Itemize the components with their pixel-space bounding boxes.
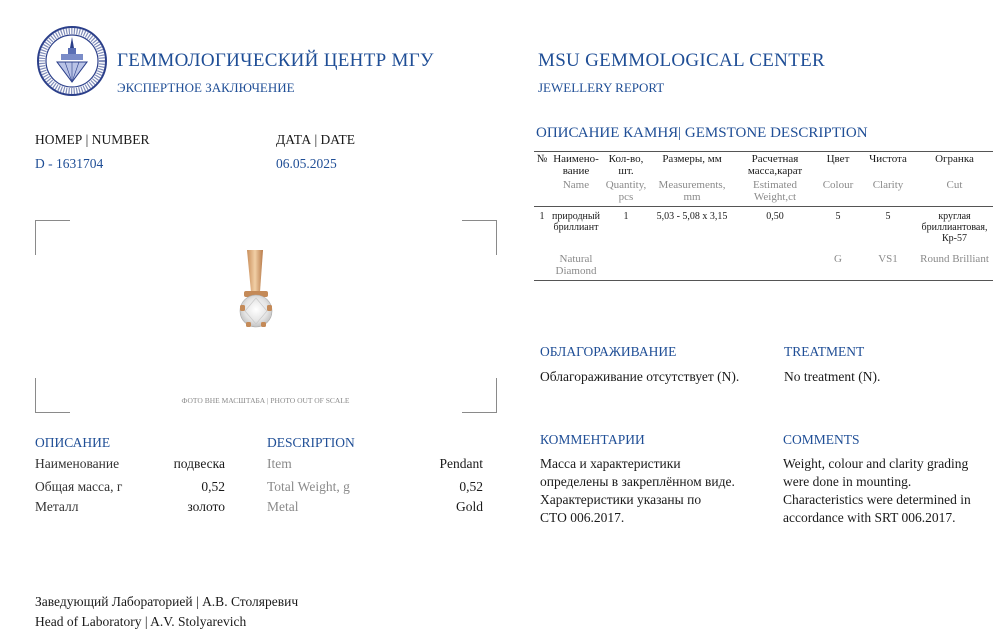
- desc-weight-en-value: 0,52: [459, 479, 483, 494]
- desc-item-ru-label: Наименование: [35, 456, 120, 471]
- comments-ru-title: КОММЕНТАРИИ: [540, 432, 645, 447]
- cell-cut-ru: круглая бриллиантовая, Кр-57: [916, 207, 993, 246]
- date-value: 06.05.2025: [276, 156, 337, 171]
- frame-corner-tl: [35, 220, 70, 255]
- desc-weight-en-label: Total Weight, g: [267, 479, 350, 494]
- th-measure-en: Measurements, mm: [658, 179, 726, 203]
- desc-row-weight: [35, 479, 225, 495]
- comments-ru-line: Характеристики указаны по: [540, 492, 702, 507]
- desc-metal-en-label: Metal: [267, 499, 299, 514]
- seal-icon: [37, 26, 107, 96]
- th-weight-en: Estimated Weight,ct: [753, 179, 797, 203]
- comments-en-line: accordance with SRT 006.2017.: [783, 510, 956, 525]
- treatment-en-title: TREATMENT: [784, 344, 865, 359]
- cell-measure: 5,03 - 5,08 x 3,15: [650, 207, 734, 246]
- th-clarity-en: Clarity: [872, 179, 904, 191]
- cell-no-en: [534, 245, 550, 281]
- cell-weight-en: [734, 245, 816, 281]
- comments-en-line: Weight, colour and clarity grading: [783, 456, 969, 471]
- desc-row-weight-en: [267, 479, 483, 495]
- th-name-en: Name: [562, 179, 590, 191]
- th-cut-ru: Огранка: [916, 152, 993, 179]
- comments-en-line: Characteristics were determined in: [783, 492, 971, 507]
- number-label: НОМЕР | NUMBER: [35, 132, 150, 147]
- en-subtitle: JEWELLERY REPORT: [538, 80, 665, 95]
- th-clarity-ru: Чистота: [860, 152, 916, 179]
- th-weight-ru: Расчетная масса,карат: [734, 152, 816, 179]
- signature-en: Head of Laboratory | A.V. Stolyarevich: [35, 614, 247, 629]
- description-en-title: DESCRIPTION: [267, 435, 355, 450]
- cell-clarity-en: VS1: [860, 245, 916, 281]
- comments-ru-text: [540, 455, 735, 527]
- cell-name-en: Natural Diamond: [550, 245, 602, 281]
- desc-weight-ru-label: Общая масса, г: [35, 479, 123, 494]
- cell-colour-ru: 5: [816, 207, 860, 246]
- cell-clarity-ru: 5: [860, 207, 916, 246]
- cell-no: 1: [534, 207, 550, 246]
- cell-measure-en: [650, 245, 734, 281]
- th-no: №: [534, 152, 550, 179]
- cell-weight: 0,50: [734, 207, 816, 246]
- photo-caption: ФОТО ВНЕ МАСШТАБА | PHOTO OUT OF SCALE: [181, 396, 350, 405]
- desc-item-ru-value: подвеска: [173, 456, 225, 471]
- desc-row-metal-en: [267, 499, 483, 515]
- msu-seal-logo: [37, 26, 107, 96]
- comments-en-title: COMMENTS: [783, 432, 860, 447]
- cell-name-ru: природный бриллиант: [550, 207, 602, 246]
- th-measure-ru: Размеры, мм: [650, 152, 734, 179]
- desc-weight-ru-value: 0,52: [201, 479, 225, 494]
- description-ru-title: ОПИСАНИЕ: [35, 435, 111, 450]
- comments-en-text: [783, 455, 971, 527]
- desc-metal-ru-label: Металл: [35, 499, 79, 514]
- gemstone-table: [534, 151, 993, 281]
- th-name-ru: Наимено-вание: [550, 152, 602, 179]
- pendant-image-icon: [232, 248, 280, 332]
- th-no-en: [534, 178, 550, 207]
- th-colour-ru: Цвет: [816, 152, 860, 179]
- desc-item-en-value: Pendant: [439, 456, 483, 471]
- th-colour-en: Colour: [822, 179, 854, 191]
- cell-qty-en: [602, 245, 650, 281]
- desc-metal-ru-value: золото: [187, 499, 225, 514]
- th-qty-ru: Кол-во, шт.: [602, 152, 650, 179]
- cell-cut-en: Round Brilliant: [916, 245, 993, 281]
- pendant-photo: [232, 248, 280, 332]
- desc-row-item-en: [267, 456, 483, 472]
- desc-item-en-label: Item: [267, 456, 292, 471]
- treatment-en-text: No treatment (N).: [784, 369, 881, 384]
- comments-ru-line: определены в закреплённом виде.: [540, 474, 735, 489]
- ru-subtitle: ЭКСПЕРТНОЕ ЗАКЛЮЧЕНИЕ: [117, 80, 295, 95]
- desc-row-item: [35, 456, 225, 472]
- th-qty-en: Quantity, pcs: [605, 179, 647, 203]
- number-value: D - 1631704: [35, 156, 104, 171]
- desc-metal-en-value: Gold: [456, 499, 483, 514]
- gemstone-title: ОПИСАНИЕ КАМНЯ| GEMSTONE DESCRIPTION: [536, 125, 868, 141]
- frame-corner-tr: [462, 220, 497, 255]
- comments-ru-line: СТО 006.2017.: [540, 510, 625, 525]
- comments-ru-line: Масса и характеристики: [540, 456, 681, 471]
- signature-ru: Заведующий Лабораторией | А.В. Столяревич: [35, 594, 299, 609]
- comments-en-line: were done in mounting.: [783, 474, 912, 489]
- treatment-ru-text: Облагораживание отсутствует (N).: [540, 369, 740, 384]
- treatment-ru-title: ОБЛАГОРАЖИВАНИЕ: [540, 344, 677, 359]
- date-label: ДАТА | DATE: [276, 132, 356, 147]
- en-title: MSU GEMMOLOGICAL CENTER: [538, 50, 825, 71]
- cell-colour-en: G: [816, 245, 860, 281]
- desc-row-metal: [35, 499, 225, 515]
- ru-title: ГЕММОЛОГИЧЕСКИЙ ЦЕНТР МГУ: [117, 50, 434, 71]
- cell-qty: 1: [602, 207, 650, 246]
- th-cut-en: Cut: [946, 179, 963, 191]
